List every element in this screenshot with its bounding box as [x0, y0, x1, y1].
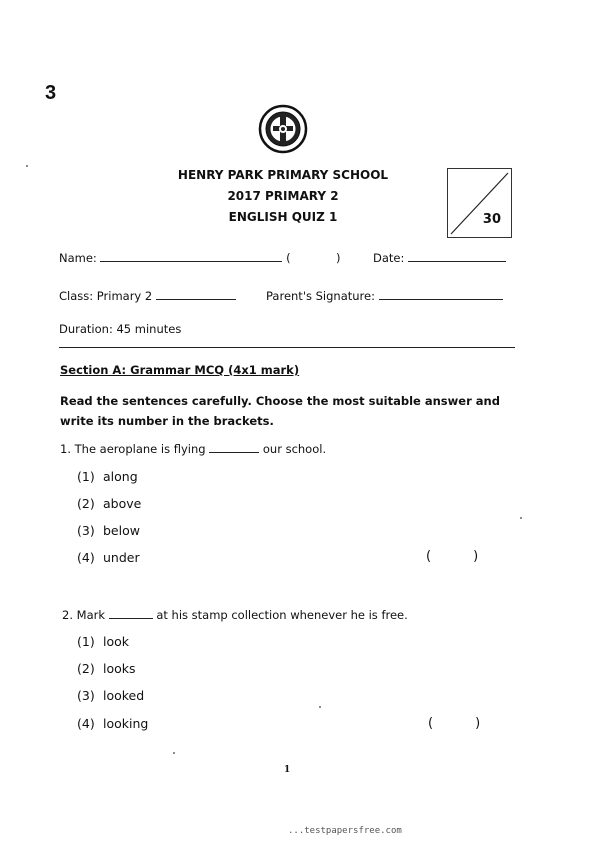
option-text: looks [103, 661, 136, 676]
answer-bracket-open: ( [428, 716, 434, 731]
option-number: (4) [77, 550, 95, 565]
question-2-blank [109, 608, 153, 619]
class-field-row [59, 287, 236, 303]
option-number: (2) [77, 661, 95, 676]
name-blank[interactable] [100, 249, 282, 262]
date-field-row [373, 249, 506, 265]
question-1-number: 1. [60, 442, 71, 456]
class-blank[interactable] [156, 287, 236, 300]
footer-site: ...testpapersfree.com [288, 826, 402, 836]
name-label: Name: [59, 251, 97, 265]
date-blank[interactable] [408, 249, 506, 262]
question-1-blank [209, 442, 259, 453]
page-number: 3 [45, 82, 57, 104]
option-number: (4) [77, 716, 95, 731]
question-2-text-before: Mark [76, 608, 105, 622]
school-name: HENRY PARK PRIMARY SCHOOL [177, 168, 389, 182]
school-crest-icon [258, 104, 308, 154]
option-text: looking [103, 716, 149, 731]
question-1-option-2[interactable] [77, 496, 141, 511]
option-text: under [103, 550, 140, 565]
answer-bracket-close: ) [473, 549, 479, 564]
scan-speck [520, 517, 522, 519]
scan-speck [319, 706, 321, 708]
question-1-option-3[interactable] [77, 523, 140, 538]
option-text: along [103, 469, 138, 484]
score-box [447, 168, 512, 238]
option-text: below [103, 523, 140, 538]
year-level: 2017 PRIMARY 2 [227, 189, 339, 203]
question-1-stem [60, 442, 326, 456]
option-number: (1) [77, 634, 95, 649]
parent-signature-row [266, 287, 503, 303]
option-text: above [103, 496, 142, 511]
answer-bracket-close: ) [475, 716, 481, 731]
name-field-row [59, 249, 340, 265]
option-text: look [103, 634, 130, 649]
question-2-answer-brackets[interactable] [428, 716, 480, 731]
question-1-text-before: The aeroplane is flying [74, 442, 206, 456]
section-a-instructions: Read the sentences carefully. Choose the most suitable answer and write its number in the brackets. [60, 394, 500, 428]
question-2-option-4[interactable] [77, 716, 148, 731]
option-text: looked [103, 688, 145, 703]
question-1-option-1[interactable] [77, 469, 138, 484]
question-2-option-2[interactable] [77, 661, 136, 676]
answer-bracket-open: ( [426, 549, 432, 564]
footer-page-number: 1 [284, 765, 291, 775]
question-1-option-4[interactable] [77, 550, 140, 565]
question-2-stem [62, 608, 408, 622]
option-number: (3) [77, 688, 95, 703]
question-2-number: 2. [62, 608, 73, 622]
question-1-text-after: our school. [262, 442, 327, 456]
score-total: 30 [482, 212, 501, 227]
duration: Duration: 45 minutes [59, 322, 182, 336]
name-bracket-close: ) [335, 251, 341, 265]
header-divider [59, 347, 515, 348]
question-2-text-after: at his stamp collection whenever he is free. [156, 608, 408, 622]
scan-speck [26, 165, 28, 167]
option-number: (1) [77, 469, 95, 484]
question-2-option-3[interactable] [77, 688, 144, 703]
class-label: Class: Primary 2 [59, 289, 153, 303]
date-label: Date: [373, 251, 405, 265]
parent-signature-blank[interactable] [379, 287, 503, 300]
parent-signature-label: Parent's Signature: [266, 289, 375, 303]
option-number: (2) [77, 496, 95, 511]
name-bracket-open: ( [286, 251, 291, 265]
section-a-title: Section A: Grammar MCQ (4x1 mark) [60, 363, 300, 377]
question-2-option-1[interactable] [77, 634, 129, 649]
option-number: (3) [77, 523, 95, 538]
quiz-title: ENGLISH QUIZ 1 [228, 210, 338, 224]
scan-speck [173, 752, 175, 754]
question-1-answer-brackets[interactable] [426, 549, 478, 564]
